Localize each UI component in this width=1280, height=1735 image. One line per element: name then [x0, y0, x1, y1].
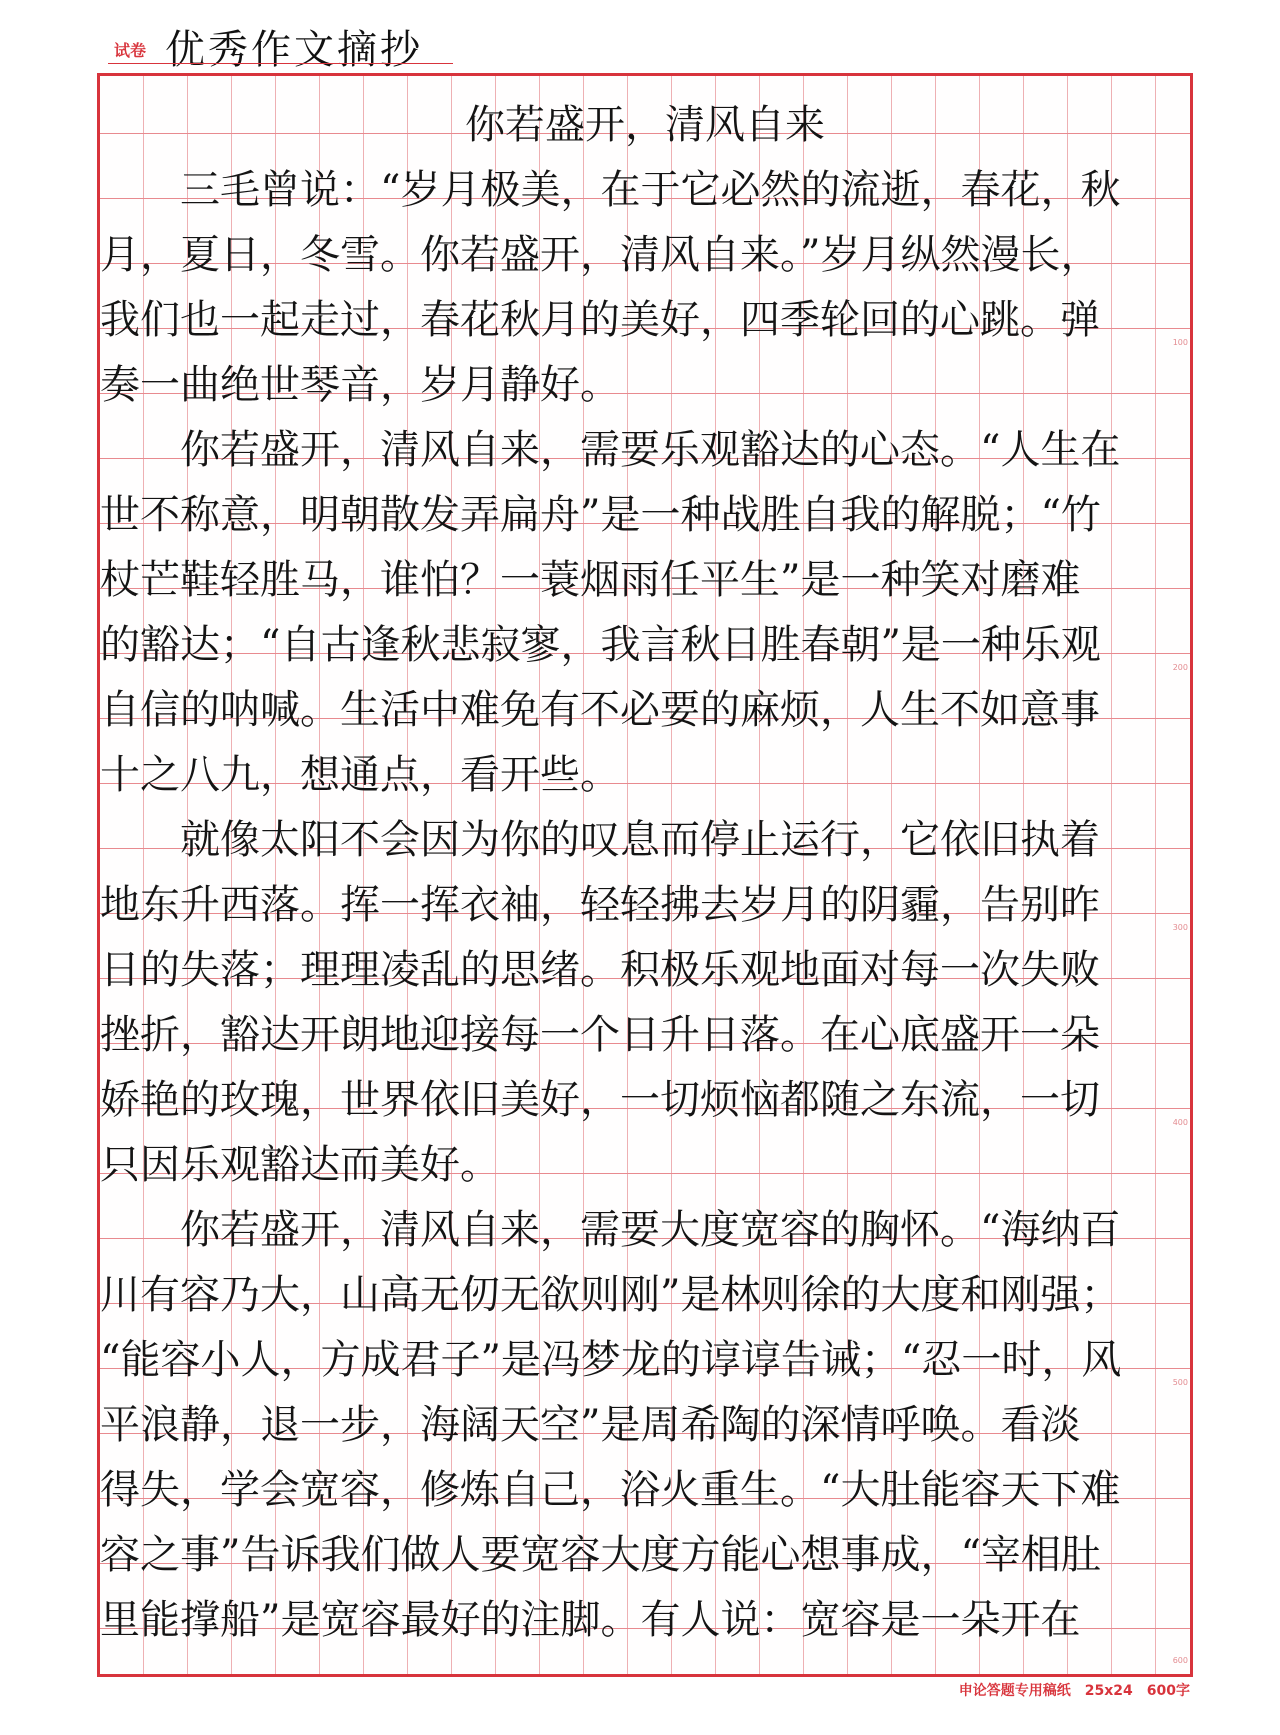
essay-line-23: 里能撑船”是宽容最好的注脚。有人说：宽容是一朵开在 — [100, 1597, 1081, 1643]
essay-line-16: 只因乐观豁达而美好。 — [100, 1142, 500, 1188]
sheet-footer: 申论答题专用稿纸 25x24 600字 — [958, 1683, 1190, 1699]
answer-sheet — [97, 73, 1193, 1677]
essay-line-11: 就像太阳不会因为你的叹息而停止运行，它依旧执着 — [100, 817, 1100, 863]
essay-line-7: 杖芒鞋轻胜马，谁怕？一蓑烟雨任平生”是一种笑对磨难 — [100, 557, 1081, 603]
char-count-600: 600 — [1172, 1656, 1188, 1665]
essay-line-8: 的豁达；“自古逢秋悲寂寥，我言秋日胜春朝”是一种乐观 — [100, 622, 1101, 668]
essay-line-21: 得失，学会宽容，修炼自己，浴火重生。“大肚能容天下难 — [100, 1467, 1121, 1513]
essay-line-10: 十之八九，想通点，看开些。 — [100, 752, 620, 798]
page-title: 优秀作文摘抄 — [165, 27, 423, 73]
essay-line-2: 月，夏日，冬雪。你若盛开，清风自来。”岁月纵然漫长， — [100, 232, 1101, 278]
essay-line-18: 川有容乃大，山高无仞无欲则刚”是林则徐的大度和刚强； — [100, 1272, 1121, 1318]
essay-line-9: 自信的呐喊。生活中难免有不必要的麻烦，人生不如意事 — [100, 687, 1100, 733]
essay-line-3: 我们也一起走过，春花秋月的美好，四季轮回的心跳。弹 — [100, 297, 1100, 343]
essay-line-5: 你若盛开，清风自来，需要乐观豁达的心态。“人生在 — [100, 427, 1121, 473]
exam-label: 试卷 — [114, 41, 147, 60]
essay-line-20: 平浪静，退一步，海阔天空”是周希陶的深情呼唤。看淡 — [100, 1402, 1081, 1448]
essay-line-4: 奏一曲绝世琴音，岁月静好。 — [100, 362, 620, 408]
essay-line-22: 容之事”告诉我们做人要宽容大度方能心想事成，“宰相肚 — [100, 1532, 1101, 1578]
title-underline — [108, 63, 453, 64]
essay-line-1: 三毛曾说：“岁月极美，在于它必然的流逝，春花，秋 — [100, 167, 1121, 213]
essay-line-15: 娇艳的玫瑰，世界依旧美好，一切烦恼都随之东流，一切 — [100, 1077, 1100, 1123]
essay-line-6: 世不称意，明朝散发弄扁舟”是一种战胜自我的解脱；“竹 — [100, 492, 1101, 538]
essay-title: 你若盛开，清风自来 — [465, 102, 825, 148]
char-count-100: 100 — [1172, 338, 1188, 347]
essay-line-13: 日的失落；理理凌乱的思绪。积极乐观地面对每一次失败 — [100, 947, 1100, 993]
essay-line-19: “能容小人，方成君子”是冯梦龙的谆谆告诫；“忍一时，风 — [100, 1337, 1122, 1383]
essay-line-12: 地东升西落。挥一挥衣袖，轻轻拂去岁月的阴霾，告别昨 — [100, 882, 1100, 928]
char-count-300: 300 — [1172, 923, 1188, 932]
char-count-200: 200 — [1172, 663, 1188, 672]
essay-line-14: 挫折，豁达开朗地迎接每一个日升日落。在心底盛开一朵 — [100, 1012, 1100, 1058]
char-count-400: 400 — [1172, 1118, 1188, 1127]
char-count-500: 500 — [1172, 1378, 1188, 1387]
essay-line-17: 你若盛开，清风自来，需要大度宽容的胸怀。“海纳百 — [100, 1207, 1121, 1253]
